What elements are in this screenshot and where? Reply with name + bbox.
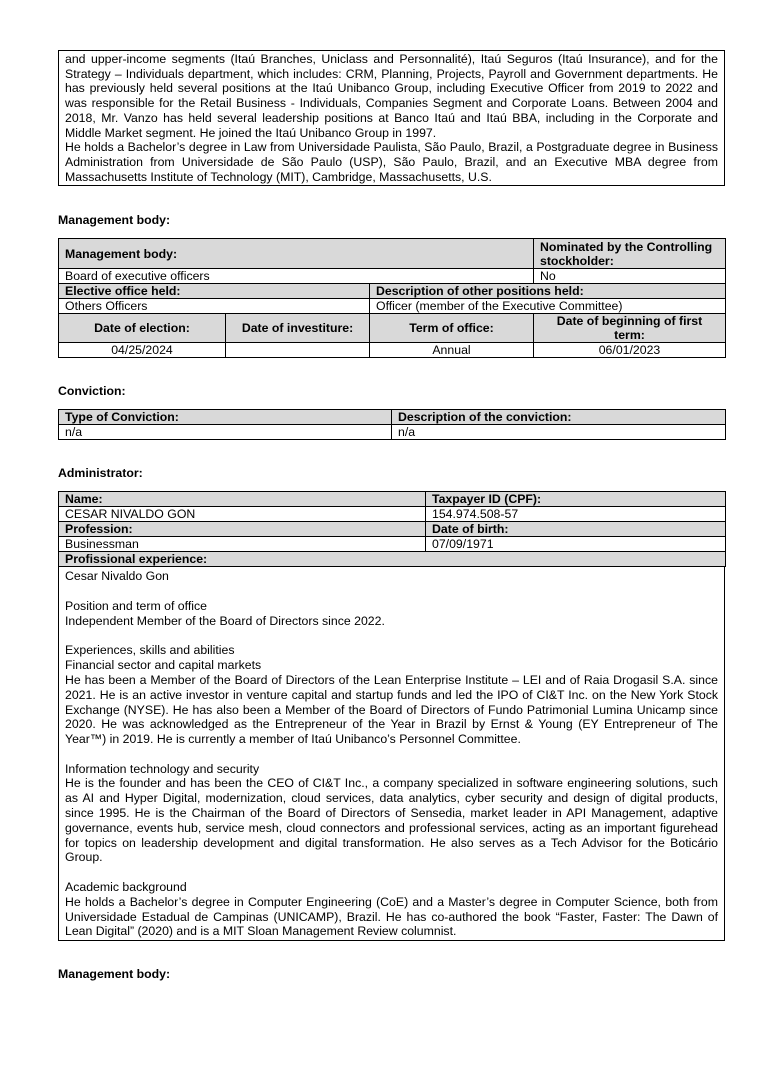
conviction-type-label: Type of Conviction: <box>59 410 392 425</box>
position-text: Independent Member of the Board of Directors since 2022. <box>65 613 385 628</box>
date-investiture-label: Date of investiture: <box>226 314 370 343</box>
mgmt-body-value: Board of executive officers <box>59 269 534 284</box>
management-body-title: Management body: <box>58 213 171 228</box>
experience-label: Profissional experience: <box>59 552 726 567</box>
skills-heading: Experiences, skills and abilities <box>65 643 235 658</box>
it-text: He is the founder and has been the CEO of CI&T Inc., a company specialized in software engineering solutions, such as AI and Hyper Digital, modernization, cloud services, data analytics, cyber security and design of digital products, since 1995. He is the Chairman of the Board of Directors of Sensedia, market leader in API Management, adaptive governance, events hub, service mesh, cloud connectors and professional services, acting as an important figurehead for topics on leadership development and digital transformation. He also serves as a Tech Advisor for the Boticário Group. <box>65 776 718 865</box>
other-positions-value: Officer (member of the Executive Committee) <box>370 299 726 314</box>
profession-value: Businessman <box>59 537 426 552</box>
administrator-table <box>58 491 726 567</box>
bio-paragraph: He holds a Bachelor’s degree in Law from Universidade Paulista, São Paulo, Brazil, a Postgraduate degree in Business Administration from Universidade de São Paulo (USP), São Paulo, Brazil, and an Executive MBA degree from Massachusetts Institute of Technology (MIT), Cambridge, Massachusetts, U.S. <box>65 140 718 184</box>
elective-office-label: Elective office held: <box>59 284 370 299</box>
financial-heading: Financial sector and capital markets <box>65 658 262 673</box>
nominated-label: Nominated by the Controlling stockholder: <box>534 239 726 269</box>
term-office-label: Term of office: <box>370 314 534 343</box>
profession-label: Profession: <box>59 522 426 537</box>
conviction-description-value: n/a <box>392 425 726 440</box>
position-heading: Position and term of office <box>65 598 207 613</box>
birth-date-label: Date of birth: <box>426 522 726 537</box>
previous-bio-box <box>58 50 725 186</box>
first-term-label: Date of beginning of first term: <box>534 314 726 343</box>
other-positions-label: Description of other positions held: <box>370 284 726 299</box>
name-label: Name: <box>59 492 426 507</box>
next-management-body-title: Management body: <box>58 967 171 982</box>
name-value: CESAR NIVALDO GON <box>59 507 426 522</box>
financial-text: He has been a Member of the Board of Directors of the Lean Enterprise Institute – LEI and of Raia Drogasil S.A. since 2021. He is an active investor in venture capital and startup funds and led the IPO of CI&T Inc. on the New York Stock Exchange (NYSE). He has also been a Member of the Board of Directors of Fundo Patrimonial Lumina Unicamp since 2020. He was acknowledged as the Entrepreneur of the Year in Brazil by Ernst & Young (EY Entrepreneur of The Year™) in 2019. He is currently a member of Itaú Unibanco’s Personnel Committee. <box>65 672 718 747</box>
term-office-value: Annual <box>370 343 534 358</box>
document-page <box>58 50 725 982</box>
bio-paragraph: and upper-income segments (Itaú Branches, Uniclass and Personnalité), Itaú Seguros (Itaú Insurance), and for the Strategy – Individuals department, which includes: CRM, Planning, Projects, Payroll and Government departments. He has previously held several positions at the Itaú Unibanco Group, including Executive Officer from 2019 to 2022 and was responsible for the Retail Business - Individuals, Companies Segment and Corporate Loans. Between 2004 and 2018, Mr. Vanzo has held several leadership positions at Banco Itaú and Itaú BBA, including in the Corporate and Middle Market segment. He joined the Itaú Unibanco Group in 1997. <box>65 52 718 140</box>
conviction-type-value: n/a <box>59 425 392 440</box>
experience-name: Cesar Nivaldo Gon <box>65 569 169 584</box>
conviction-description-label: Description of the conviction: <box>392 410 726 425</box>
first-term-value: 06/01/2023 <box>534 343 726 358</box>
cpf-value: 154.974.508-57 <box>426 507 726 522</box>
nominated-value: No <box>534 269 726 284</box>
it-heading: Information technology and security <box>65 761 260 776</box>
mgmt-body-label: Management body: <box>59 239 534 269</box>
date-investiture-value <box>226 343 370 358</box>
date-election-label: Date of election: <box>59 314 226 343</box>
administrator-title: Administrator: <box>58 466 143 481</box>
cpf-label: Taxpayer ID (CPF): <box>426 492 726 507</box>
birth-date-value: 07/09/1971 <box>426 537 726 552</box>
conviction-title: Conviction: <box>58 384 126 399</box>
date-election-value: 04/25/2024 <box>59 343 226 358</box>
academic-text: He holds a Bachelor’s degree in Computer Engineering (CoE) and a Master’s degree in Computer Science, both from Universidade Estadual de Campinas (UNICAMP), Brazil. He has co-authored the book “Faster, Faster: The Dawn of Lean Digital” (2020) and is a MIT Sloan Management Review columnist. <box>65 894 718 939</box>
academic-heading: Academic background <box>65 880 187 895</box>
management-body-table <box>58 238 726 358</box>
conviction-table <box>58 409 726 440</box>
elective-office-value: Others Officers <box>59 299 370 314</box>
experience-content <box>58 567 725 941</box>
